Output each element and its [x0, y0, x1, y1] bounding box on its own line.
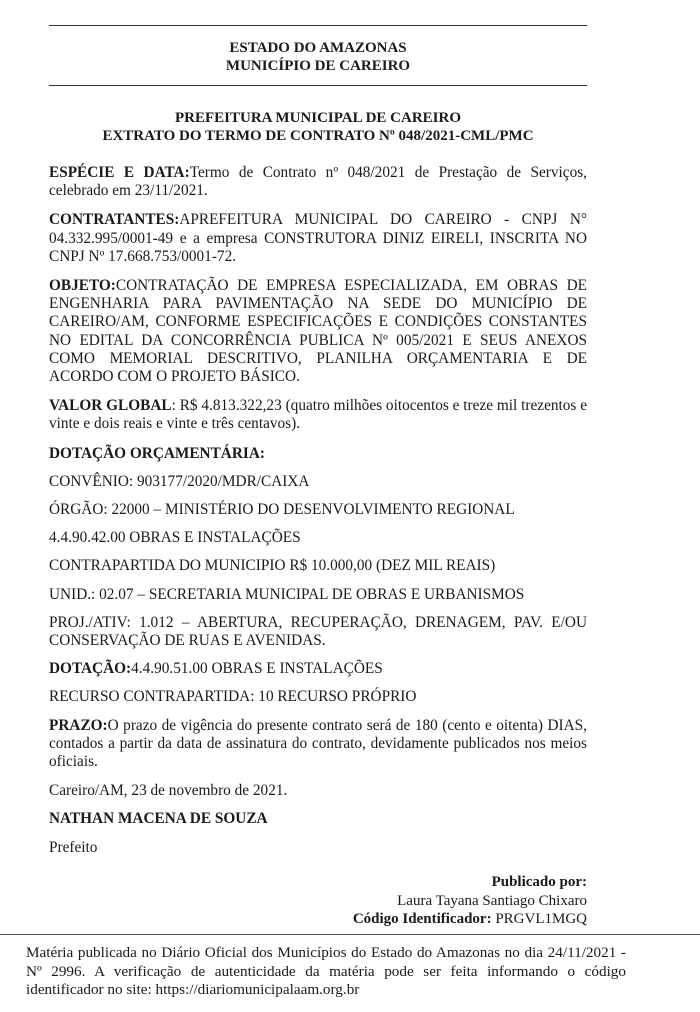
convenio-line: CONVÊNIO: 903177/2020/MDR/CAIXA: [49, 472, 310, 490]
elemento-line: 4.4.90.42.00 OBRAS E INSTALAÇÕES: [49, 529, 301, 547]
prazo-label: PRAZO:: [49, 716, 108, 734]
dotacao-heading: [49, 445, 587, 463]
header-rule: [49, 85, 587, 86]
published-by-label: [353, 873, 587, 892]
contrapartida-line: CONTRAPARTIDA DO MUNICIPIO R$ 10.000,00 (DEZ MIL REAIS): [49, 557, 496, 575]
state-name: ESTADO DO AMAZONAS: [229, 40, 407, 56]
especie-label: ESPÉCIE E DATA:: [49, 164, 190, 181]
prazo-paragraph: [49, 717, 587, 772]
dotacao-label: DOTAÇÃO:: [49, 660, 132, 678]
footer-text: Matéria publicada no Diário Oficial dos Municípios do Estado do Amazonas no dia 24/11/2021 - Nº 2996. A verificação de autenticidade da matéria pode ser feita informando o código identificador no site: https://diariomunicipalaam.org.br: [26, 944, 626, 998]
identifier-line: [353, 910, 587, 929]
footer-rule: [0, 934, 700, 935]
valor-paragraph: [49, 397, 587, 433]
proj-line: PROJ./ATIV: 1.012 – ABERTURA, RECUPERAÇÃO, DRENAGEM, PAV. E/OU CONSERVAÇÃO DE RUAS E AVENIDAS.: [49, 613, 587, 650]
objeto-text: CONTRATAÇÃO DE EMPRESA ESPECIALIZADA, EM OBRAS DE ENGENHARIA PARA PAVIMENTAÇÃO NA SEDE DO MUNICÍPIO DE CAREIRO/AM, CONFORME ESPECIFICAÇÕES E CONDIÇÕES CONSTANTES NO EDITAL DA CONCORRÊNCIA PUBLICA Nº 005/2021 E SEUS ANEXOS COMO MEMORIAL DESCRITIVO, PLANILHA ORÇAMENTARIA E DE ACORDO COM O PROJETO BÁSICO.: [49, 277, 587, 386]
signer-name: [49, 810, 587, 828]
top-rule: [49, 25, 587, 26]
dotacao-heading-text: DOTAÇÃO ORÇAMENTÁRIA:: [49, 444, 265, 462]
publisher-name: Laura Tayana Santiago Chixaro: [397, 892, 587, 909]
document-body: [49, 164, 587, 867]
recurso-line: RECURSO CONTRAPARTIDA: 10 RECURSO PRÓPRIO: [49, 688, 417, 706]
local-data: Careiro/AM, 23 de novembro de 2021.: [49, 782, 288, 800]
publication-block: [353, 873, 587, 929]
especie-paragraph: [49, 164, 587, 200]
dotacao-paragraph: [49, 660, 587, 678]
prefecture-title: PREFEITURA MUNICIPAL DE CAREIRO: [175, 110, 461, 126]
municipality-name: MUNICÍPIO DE CAREIRO: [225, 58, 411, 74]
valor-text: : R$ 4.813.322,23 (quatro milhões oitocentos e treze mil trezentos e vinte e dois reais e vinte e três centavos).: [49, 397, 588, 433]
signer-role: Prefeito: [49, 838, 98, 856]
especie-text: Termo de Contrato nº 048/2021 de Prestação de Serviços, celebrado em 23/11/2021.: [49, 164, 587, 200]
contratantes-paragraph: [49, 211, 587, 266]
published-by-label-text: Publicado por:: [491, 874, 587, 890]
contratantes-label: CONTRATANTES:: [49, 211, 180, 229]
dotacao-text: 4.4.90.51.00 OBRAS E INSTALAÇÕES: [131, 660, 383, 678]
contratantes-text: APREFEITURA MUNICIPAL DO CAREIRO - CNPJ N° 04.332.995/0001-49 e a empresa CONSTRUTORA DINIZ EIRELI, INSCRITA NO CNPJ Nº 17.668.753/0001-72.: [49, 211, 587, 265]
signer-name-text: NATHAN MACENA DE SOUZA: [49, 810, 268, 828]
identifier-label: Código Identificador:: [352, 911, 492, 927]
objeto-paragraph: [49, 277, 587, 386]
prazo-text: O prazo de vigência do presente contrato será de 180 (cento e oitenta) DIAS, contados a partir da data de assinatura do contrato, devidamente publicados nos meios oficiais.: [49, 716, 587, 771]
objeto-label: OBJETO:: [49, 277, 116, 295]
valor-label: VALOR GLOBAL: [49, 397, 172, 415]
identifier-code: PRGVL1MGQ: [495, 911, 587, 927]
document-title: EXTRATO DO TERMO DE CONTRATO Nº 048/2021-CML/PMC: [102, 128, 534, 144]
orgao-line: ÓRGÃO: 22000 – MINISTÉRIO DO DESENVOLVIMENTO REGIONAL: [49, 501, 515, 519]
unid-line: UNID.: 02.07 – SECRETARIA MUNICIPAL DE OBRAS E URBANISMOS: [49, 585, 525, 603]
